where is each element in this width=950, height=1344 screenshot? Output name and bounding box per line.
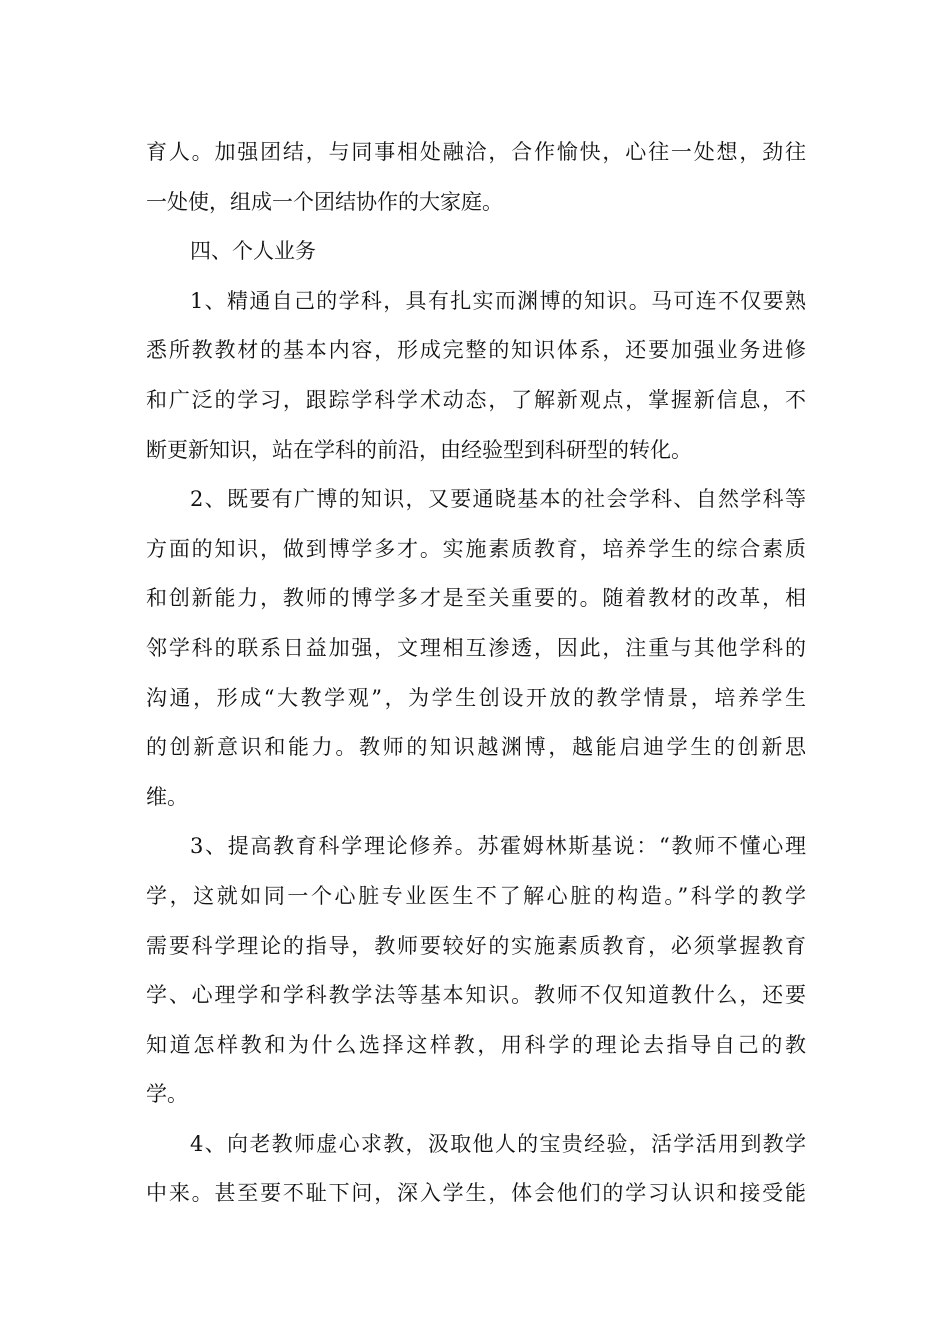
text-line: 3、提高教育科学理论修养。苏霍姆林斯基说：“教师不懂心理: [190, 834, 806, 859]
text-line: 学、心理学和学科教学法等基本知识。教师不仅知道教什么，还要: [146, 983, 806, 1008]
text-line: 沟通，形成“大教学观”，为学生创设开放的教学情景，培养学生: [146, 685, 806, 710]
text-line: 育人。加强团结，与同事相处融洽，合作愉快，心往一处想，劲往: [146, 140, 806, 164]
text-line: 学，这就如同一个心脏专业医生不了解心脏的构造。”科学的教学: [146, 883, 806, 908]
text-line: 四、个人业务: [190, 239, 316, 264]
body-text: [146, 128, 806, 1219]
text-line: 知道怎样教和为什么选择这样教，用科学的理论去指导自己的教: [146, 1032, 806, 1057]
text-line: 断更新知识，站在学科的前沿，由经验型到科研型的转化。: [146, 437, 692, 462]
text-line: 1、精通自己的学科，具有扎实而渊博的知识。马可连不仅要熟: [190, 288, 806, 313]
text-line: 维。: [146, 784, 188, 809]
text-line: 和创新能力，教师的博学多才是至关重要的。随着教材的改革，相: [146, 586, 806, 611]
text-line: 和广泛的学习，跟踪学科学术动态，了解新观点，掌握新信息，不: [146, 387, 806, 412]
text-line: 需要科学理论的指导，教师要较好的实施素质教育，必须掌握教育: [146, 933, 806, 958]
text-line: 4、向老教师虚心求教，汲取他人的宝贵经验，活学活用到教学: [190, 1131, 806, 1156]
text-line: 邻学科的联系日益加强，文理相互渗透，因此，注重与其他学科的: [146, 635, 806, 660]
text-line: 学。: [146, 1082, 188, 1107]
text-line: 悉所教教材的基本内容，形成完整的知识体系，还要加强业务进修: [146, 338, 806, 363]
text-line: 方面的知识，做到博学多才。实施素质教育，培养学生的综合素质: [146, 536, 806, 561]
text-line: 一处使，组成一个团结协作的大家庭。: [146, 189, 503, 214]
text-line: 的创新意识和能力。教师的知识越渊博，越能启迪学生的创新思: [146, 735, 806, 760]
text-line: 中来。甚至要不耻下问，深入学生，体会他们的学习认识和接受能: [146, 1181, 806, 1206]
text-line: 2、既要有广博的知识，又要通晓基本的社会学科、自然学科等: [190, 487, 806, 512]
